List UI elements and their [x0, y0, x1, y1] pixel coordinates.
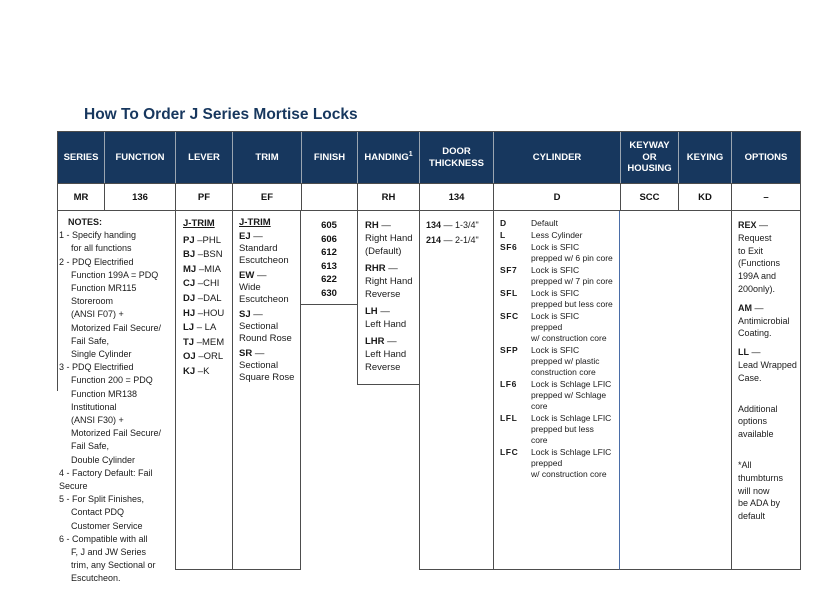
code-cell: PF: [176, 184, 233, 210]
note-line: Single Cylinder: [71, 349, 132, 360]
finish-item: 630: [321, 287, 337, 299]
trim-list: [239, 231, 300, 384]
lever-item: TJ –MEM: [183, 336, 225, 348]
note-line: Fail Safe,: [71, 441, 110, 452]
code-cell: D: [494, 184, 621, 210]
handing-item: RH — Right Hand (Default): [365, 220, 413, 257]
note-line: Storeroom: [71, 296, 114, 307]
note-line: Function MR115: [71, 283, 137, 294]
cylinder-item: SF6 Lock is SFIC prepped w/ 6 pin core: [500, 242, 613, 263]
lever-item: KJ –K: [183, 365, 210, 377]
cylinder-item: LFC Lock is Schlage LFIC prepped w/ construction core: [500, 447, 612, 479]
header-cell: KEYING: [679, 132, 732, 183]
finish-item: 606: [321, 233, 337, 245]
options-note: *All thumbturns will now be ADA by default: [738, 459, 784, 522]
lever-item: PJ –PHL: [183, 234, 222, 246]
cylinder-item: LF6 Lock is Schlage LFIC prepped w/ Schlage core: [500, 379, 612, 411]
cylinder-item: SF7 Lock is SFIC prepped w/ 7 pin core: [500, 265, 613, 286]
note-line: Contact PDQ: [71, 507, 125, 518]
note-line: (ANSI F30) +: [71, 415, 124, 426]
trim-item: SR — Sectional Square Rose: [239, 348, 295, 383]
trim-cell: [232, 211, 301, 570]
handing-cell: [357, 211, 419, 385]
header-cell: OPTIONS: [744, 151, 788, 163]
note-line: Institutional: [71, 401, 117, 412]
code-cell: KD: [679, 184, 732, 210]
note-line: Escutcheon.: [71, 573, 121, 584]
code-cell: RH: [358, 184, 420, 210]
finish-item: 605: [321, 220, 337, 231]
notes-heading: NOTES:: [68, 217, 103, 227]
finish-item: 613: [321, 260, 337, 272]
lever-item: MJ –MIA: [183, 263, 222, 275]
option-item: REX — Request to Exit (Functions 199A and 200only).: [738, 220, 781, 294]
option-item: LL — Lead Wrapped Case.: [738, 347, 797, 383]
header-cell: KEYWAY OR HOUSING: [621, 132, 679, 183]
trim-item: EW — Wide Escutcheon: [239, 270, 289, 305]
door-thickness-cell: [419, 211, 493, 570]
note-line: 3 - PDQ Electrified: [59, 362, 134, 373]
cylinder-item: LFL Lock is Schlage LFIC prepped but less core: [500, 413, 612, 445]
lever-item: BJ –BSN: [183, 249, 223, 261]
page-title: How To Order J Series Mortise Locks: [84, 106, 358, 123]
trim-item: EJ — Standard Escutcheon: [239, 231, 289, 266]
finish-item: 622: [321, 274, 337, 285]
handing-item: LH — Left Hand: [365, 306, 407, 330]
order-table: [57, 131, 801, 584]
note-line: Motorized Fail Secure/: [71, 322, 162, 333]
options-list: [738, 219, 798, 385]
code-cell: 136: [105, 184, 176, 210]
footnote-superscript: 1: [408, 150, 413, 158]
header-cell: DOOR THICKNESS: [420, 132, 494, 183]
note-line: Function 199A = PDQ: [71, 269, 159, 280]
note-line: Function 200 = PDQ: [71, 375, 153, 386]
header-cell: LEVER: [176, 132, 233, 183]
cylinder-cell[interactable]: [493, 211, 620, 570]
note-line: Customer Service: [71, 520, 143, 531]
note-line: 1 - Specify handing: [59, 230, 137, 241]
code-cell: [302, 184, 358, 210]
code-cell: MR: [58, 184, 105, 210]
lever-item: HJ –HOU: [183, 307, 225, 319]
cylinder-item: L Less Cylinder: [500, 230, 583, 240]
header-cell: CYLINDER: [494, 132, 621, 183]
lever-item: OJ –ORL: [183, 351, 224, 363]
handing-item: LHR — Left Hand Reverse: [365, 336, 407, 373]
note-line: Function MR138: [71, 388, 138, 399]
lever-item: LJ – LA: [183, 322, 217, 334]
options-paragraphs: [738, 403, 798, 523]
note-line: (ANSI F07) +: [71, 309, 124, 320]
handing-item: RHR — Right Hand Reverse: [365, 263, 413, 300]
finish-cell: [301, 211, 357, 305]
cylinder-item: SFC Lock is SFIC prepped w/ construction core: [500, 311, 607, 343]
keyway-keying-empty-cell: [620, 211, 731, 570]
table-header-row: [57, 131, 801, 184]
cylinder-item: D Default: [500, 218, 558, 228]
trim-item: SJ — Sectional Round Rose: [239, 309, 292, 344]
options-cell: [731, 211, 801, 570]
note-line: for all functions: [71, 243, 132, 254]
note-line: 4 - Factory Default: Fail: [59, 467, 153, 478]
code-cell: SCC: [621, 184, 679, 210]
finish-item: 612: [321, 247, 337, 258]
cylinder-item: SFL Lock is SFIC prepped but less core: [500, 288, 613, 309]
lever-item: CJ –CHI: [183, 278, 220, 290]
cylinder-item: SFP Lock is SFIC prepped w/ plastic construction core: [500, 345, 600, 377]
note-line: 6 - Compatible with all: [59, 533, 148, 544]
note-line: Motorized Fail Secure/: [71, 428, 162, 439]
note-line: 2 - PDQ Electrified: [59, 256, 134, 267]
notes-lines: [59, 229, 173, 585]
lever-item: DJ –DAL: [183, 292, 222, 304]
header-cell: FUNCTION: [105, 132, 176, 183]
trim-jtrim-heading: J-TRIM: [239, 217, 271, 228]
door-thickness-item: 134 — 1-3/4": [426, 220, 479, 230]
note-line: Secure: [59, 481, 88, 492]
lever-list: [183, 234, 232, 380]
lever-jtrim-heading: J-TRIM: [183, 218, 215, 229]
lever-cell: [175, 211, 232, 570]
code-cell: 134: [420, 184, 494, 210]
door-thickness-item: 214 — 2-1/4": [426, 235, 479, 245]
option-item: AM — Antimicrobial Coating.: [738, 302, 790, 339]
header-cell: FINISH: [302, 132, 358, 183]
note-line: Double Cylinder: [71, 454, 136, 465]
options-note: Additional options available: [738, 403, 778, 440]
header-cell: HANDING$^1$: [358, 132, 420, 183]
header-cell: SERIES: [58, 132, 105, 183]
note-line: F, J and JW Series: [71, 547, 147, 558]
code-cell: –: [763, 191, 769, 203]
header-cell: TRIM: [233, 132, 302, 183]
note-line: trim, any Sectional or: [71, 560, 156, 571]
code-cell: EF: [233, 184, 302, 210]
note-line: 5 - For Split Finishes,: [59, 494, 145, 505]
note-line: Fail Safe,: [71, 335, 110, 346]
notes-cell: [57, 211, 175, 584]
order-code-row: [57, 184, 801, 211]
